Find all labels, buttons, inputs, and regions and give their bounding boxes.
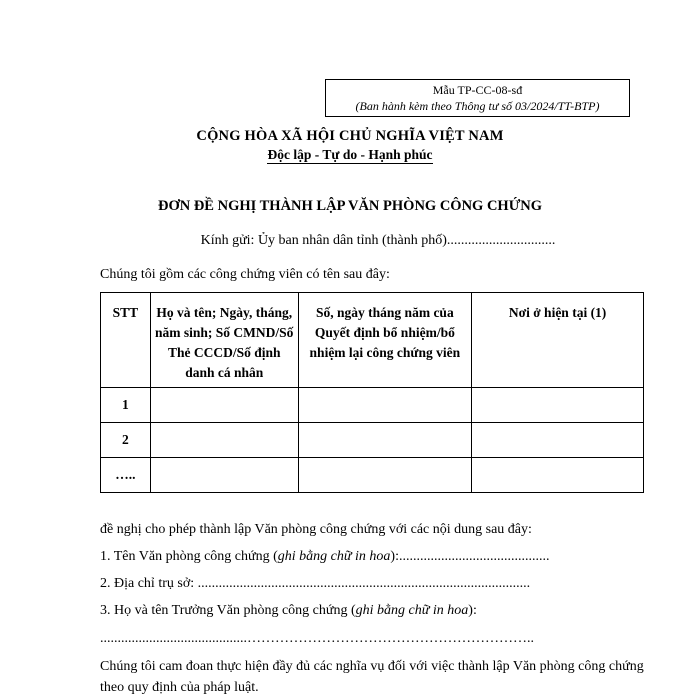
table-row [101,458,644,493]
document-title: ĐƠN ĐỀ NGHỊ THÀNH LẬP VĂN PHÒNG CÔNG CHỨNG [157,198,542,214]
row-stt: 1 [101,388,151,423]
column-header-stt: STT [101,293,151,388]
column-header-name: Họ và tên; Ngày, tháng, năm sinh; Số CMND/Số Thẻ CCCD/Số định danh cá nhân [150,293,298,388]
intro-text: Chúng tôi gồm các công chứng viên có tên sau đây: [100,267,390,282]
item-office-name [100,549,549,565]
table-header-row [101,293,644,388]
cell-decision[interactable] [298,458,472,493]
item-office-name-suffix: ):........................................... [390,549,550,564]
item-head-name-blank: ..........................................…………………………………………………….. [100,631,534,646]
column-header-residence: Nơi ở hiện tại (1) [472,293,644,388]
cell-residence[interactable] [472,388,644,423]
table-row [101,423,644,458]
item-office-name-hint: ghi bằng chữ in hoa [277,549,391,564]
cell-name[interactable] [150,458,298,493]
item-head-name-prefix: 3. Họ và tên Trưởng Văn phòng công chứng ( [100,603,356,618]
cell-residence[interactable] [472,423,644,458]
row-stt: ….. [101,458,151,493]
table-row [101,388,644,423]
cell-residence[interactable] [472,458,644,493]
item-office-name-prefix: 1. Tên Văn phòng công chứng ( [100,549,278,564]
item-head-name-suffix: ): [468,603,477,618]
form-code-box [325,79,630,117]
country-name: CỘNG HÒA XÃ HỘI CHỦ NGHĨA VIỆT NAM [196,128,504,144]
item-head-name [100,603,477,619]
column-header-decision: Số, ngày tháng năm của Quyết định bổ nhiệm/bổ nhiệm lại công chứng viên [298,293,472,388]
request-text: đề nghị cho phép thành lập Văn phòng công chứng với các nội dung sau đây: [100,522,532,537]
notary-table [100,292,644,493]
addressee: Kính gửi: Ủy ban nhân dân tỉnh (thành phố)............................... [200,233,556,248]
item-address: 2. Địa chỉ trụ sở: ............................................................................................... [100,576,531,591]
cell-name[interactable] [150,423,298,458]
motto-text: Độc lập - Tự do - Hạnh phúc [267,147,433,162]
form-code: Mẫu TP-CC-08-sđ [432,83,523,97]
cell-name[interactable] [150,388,298,423]
cell-decision[interactable] [298,388,472,423]
row-stt: 2 [101,423,151,458]
commitment-text: Chúng tôi cam đoan thực hiện đầy đủ các nghĩa vụ đối với việc thành lập Văn phòng công chứng theo quy định của pháp luật. [100,659,644,695]
cell-decision[interactable] [298,423,472,458]
item-head-name-hint: ghi bằng chữ in hoa [355,603,469,618]
national-motto [0,147,700,163]
form-legal-basis: (Ban hành kèm theo Thông tư số 03/2024/TT-BTP) [355,99,600,113]
